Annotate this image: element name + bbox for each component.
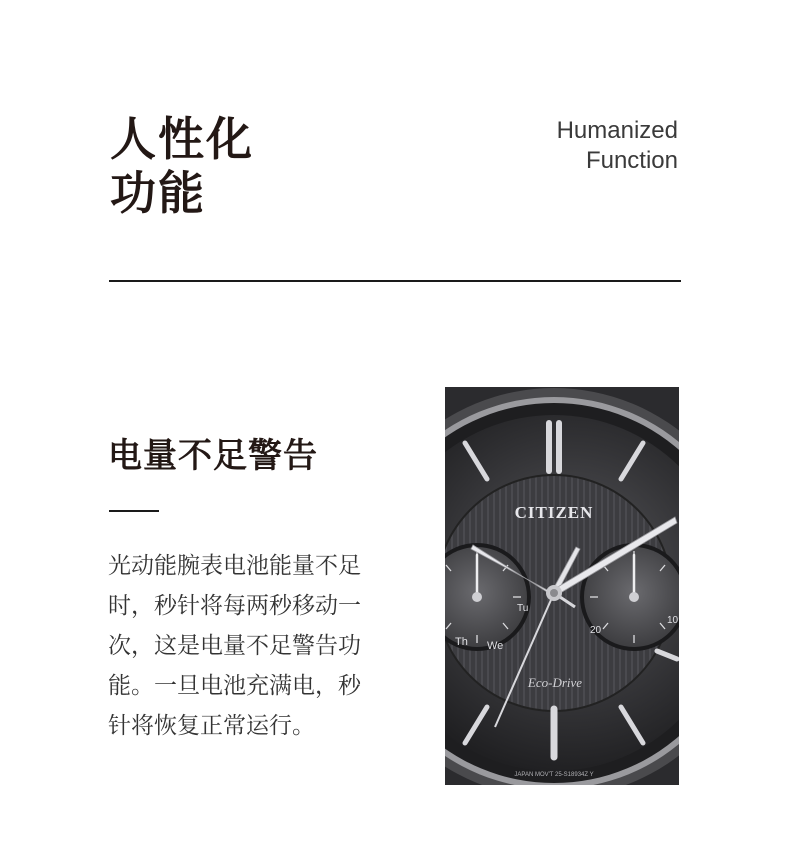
subdial-right-label-20: 20 bbox=[590, 625, 602, 636]
watch-brand-text: CITIZEN bbox=[514, 503, 594, 522]
feature-divider bbox=[109, 510, 159, 512]
subdial-left-label-tu: Tu bbox=[517, 603, 529, 614]
feature-title: 电量不足警告 bbox=[108, 436, 318, 476]
page-title-cn-line1: 人性化 bbox=[110, 112, 254, 166]
header-divider bbox=[109, 280, 681, 282]
watch-model-text: Eco-Drive bbox=[527, 675, 583, 690]
subdial-left-label-we: We bbox=[487, 640, 504, 652]
subdial-left-label-th: Th bbox=[455, 636, 468, 648]
page-title-en-line2: Function bbox=[585, 147, 678, 174]
page-title-cn bbox=[110, 112, 254, 220]
feature-description: 光动能腕表电池能量不足时，秒针将每两秒移动一次，这是电量不足警告功能。一旦电池充满电，秒针将恢复正常运行。 bbox=[108, 553, 361, 739]
watch-photo bbox=[445, 387, 679, 785]
page-title-en-line1: Humanized bbox=[556, 117, 678, 144]
page-title-cn-line2: 功能 bbox=[110, 166, 206, 220]
watch-movement-text: JAPAN MOV'T 25-S18934Z Y bbox=[514, 772, 594, 778]
subdial-right-label-10: 10 bbox=[667, 615, 679, 626]
page-title-en bbox=[557, 116, 678, 176]
